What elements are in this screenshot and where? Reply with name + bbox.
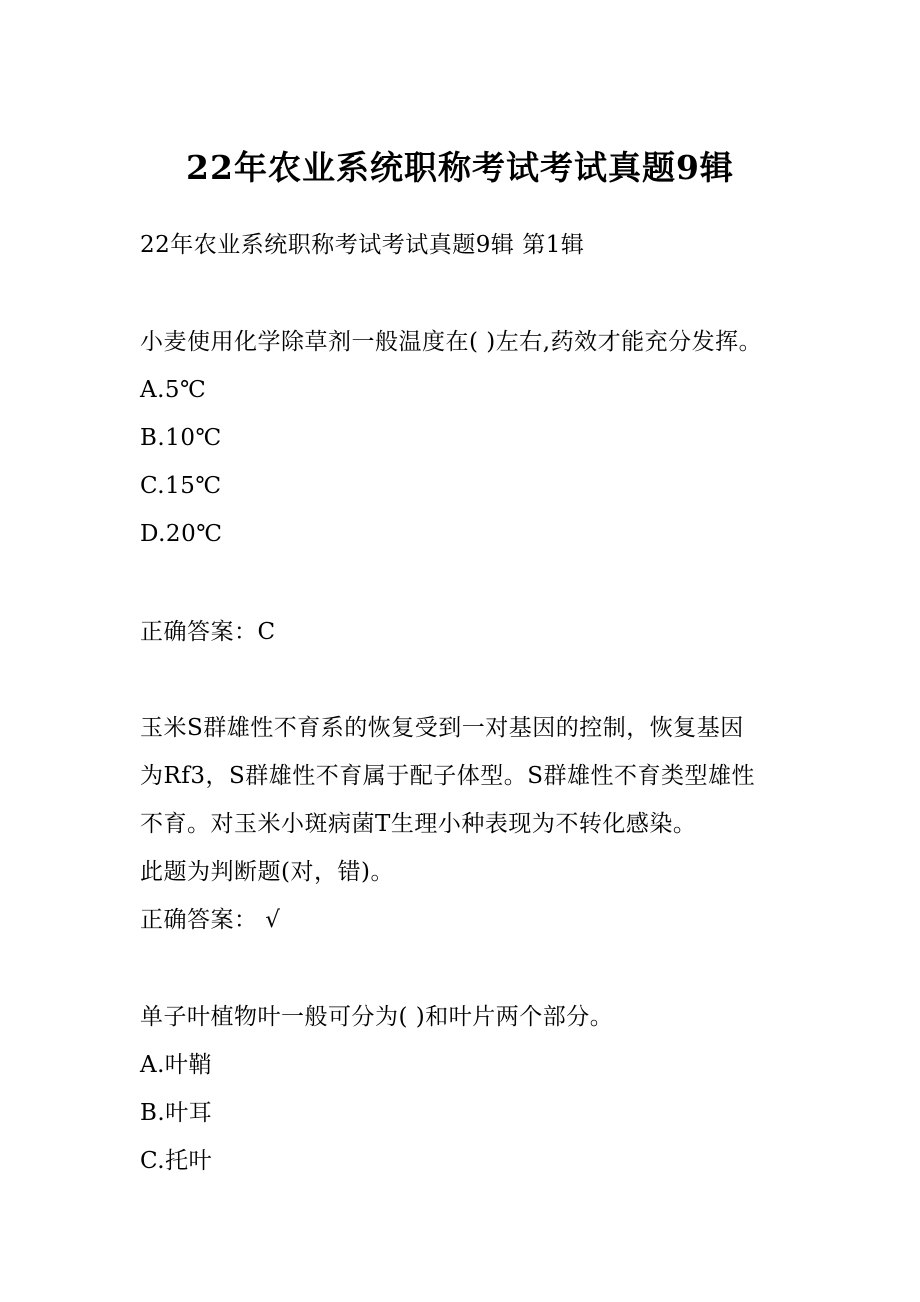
- question-2-line-3: 不育。对玉米小斑病菌T生理小种表现为不转化感染。: [140, 811, 697, 837]
- document-subtitle: 22年农业系统职称考试考试真题9辑 第1辑: [140, 232, 585, 258]
- question-2-line-1: 玉米S群雄性不育系的恢复受到一对基因的控制，恢复基因: [140, 715, 744, 741]
- question-3-option-a: A.叶鞘: [140, 1052, 212, 1078]
- question-1-answer: 正确答案：C: [140, 619, 276, 645]
- question-1-option-d: D.20℃: [140, 521, 223, 547]
- question-3-stem: 单子叶植物叶一般可分为( )和叶片两个部分。: [140, 1004, 614, 1030]
- document-title: 22年农业系统职称考试考试真题9辑: [186, 148, 734, 187]
- question-2-type-note: 此题为判断题(对，错)。: [140, 859, 394, 885]
- question-1-option-b: B.10℃: [140, 425, 222, 451]
- question-2-line-2: 为Rf3，S群雄性不育属于配子体型。S群雄性不育类型雄性: [140, 763, 755, 789]
- question-1-option-c: C.15℃: [140, 473, 222, 499]
- question-1-option-a: A.5℃: [140, 377, 207, 403]
- question-3-option-c: C.托叶: [140, 1148, 213, 1174]
- question-3-option-b: B.叶耳: [140, 1100, 213, 1126]
- question-1-stem: 小麦使用化学除草剂一般温度在( )左右,药效才能充分发挥。: [140, 329, 763, 355]
- question-2-answer: 正确答案： √: [140, 907, 281, 933]
